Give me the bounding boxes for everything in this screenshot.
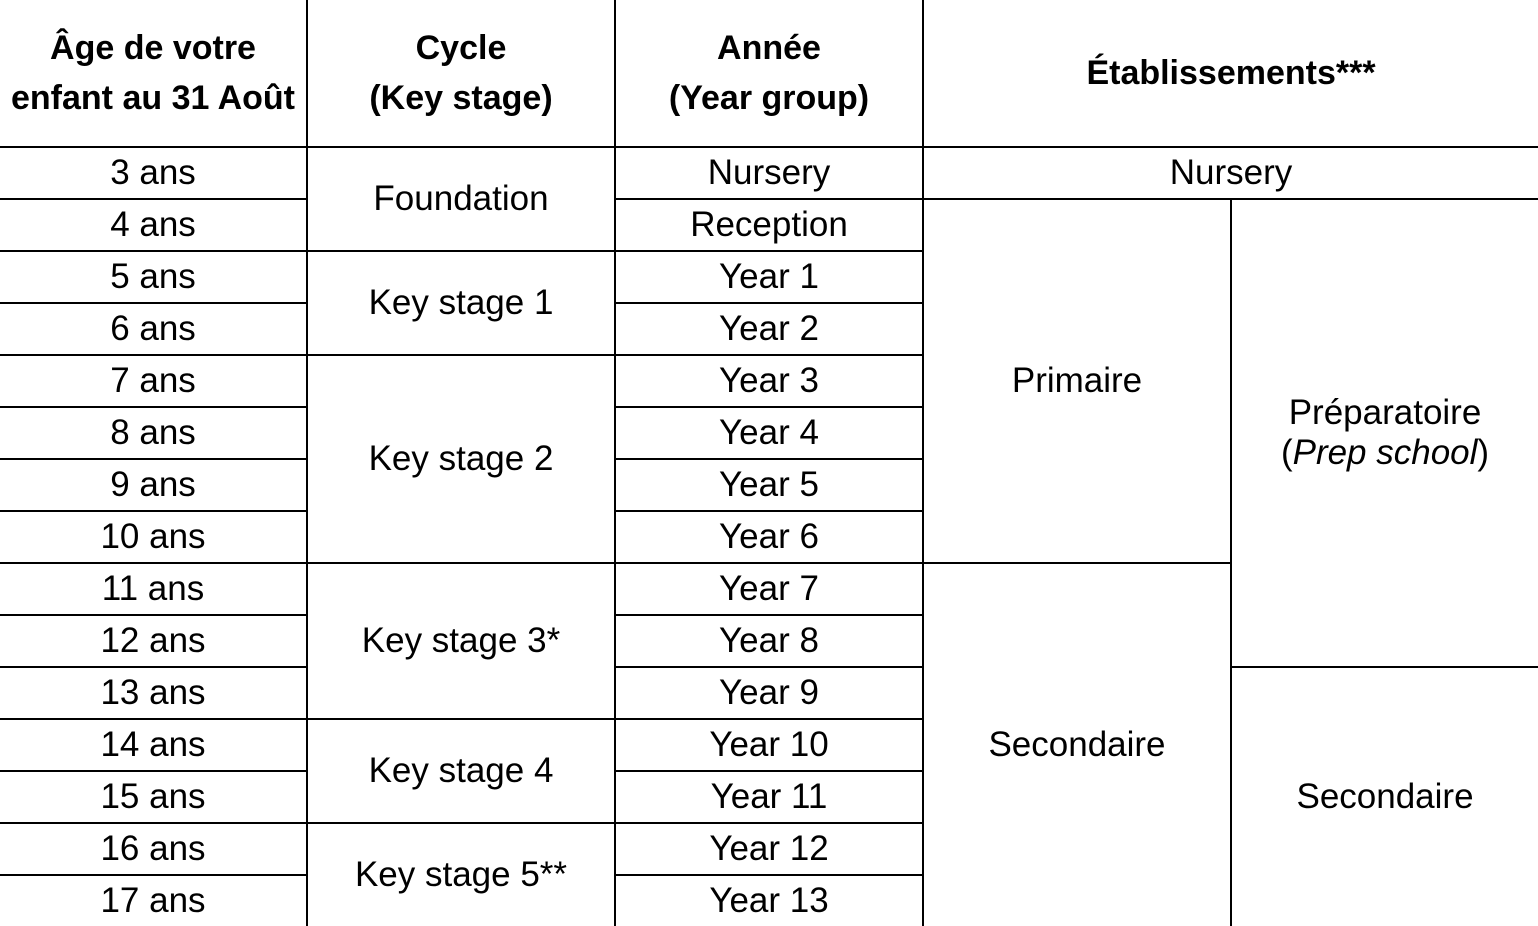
year-cell: Year 10 [615, 719, 923, 771]
year-cell: Year 11 [615, 771, 923, 823]
year-cell: Year 2 [615, 303, 923, 355]
year-cell: Nursery [615, 147, 923, 199]
age-cell: 10 ans [0, 511, 307, 563]
year-cell: Year 3 [615, 355, 923, 407]
etab-cell-secondaire-state: Secondaire [923, 563, 1231, 926]
year-cell: Year 13 [615, 875, 923, 926]
stage-cell-ks1: Key stage 1 [307, 251, 615, 355]
age-cell: 17 ans [0, 875, 307, 926]
prep-close-paren: ) [1477, 433, 1490, 472]
etab-cell-secondaire-private: Secondaire [1231, 667, 1538, 926]
age-cell: 11 ans [0, 563, 307, 615]
age-cell: 6 ans [0, 303, 307, 355]
table-row [0, 667, 1538, 719]
stage-cell-ks2: Key stage 2 [307, 355, 615, 563]
stage-cell-foundation: Foundation [307, 147, 615, 251]
year-cell: Year 1 [615, 251, 923, 303]
header-cycle [307, 0, 615, 147]
year-cell: Year 5 [615, 459, 923, 511]
stage-cell-ks3: Key stage 3* [307, 563, 615, 719]
prep-open-paren: ( [1280, 433, 1293, 472]
year-cell: Year 4 [615, 407, 923, 459]
year-cell: Year 12 [615, 823, 923, 875]
header-annee-line2: (Year group) [668, 79, 870, 117]
age-cell: 5 ans [0, 251, 307, 303]
year-cell: Year 6 [615, 511, 923, 563]
stage-cell-ks5: Key stage 5** [307, 823, 615, 926]
table-row [0, 199, 1538, 251]
header-annee [615, 0, 923, 147]
year-cell: Year 7 [615, 563, 923, 615]
header-cycle-line1: Cycle [415, 29, 507, 67]
stage-cell-ks4: Key stage 4 [307, 719, 615, 823]
header-cycle-line2: (Key stage) [369, 79, 553, 117]
prep-school-label: Prep school [1292, 433, 1478, 472]
age-cell: 4 ans [0, 199, 307, 251]
etab-cell-nursery: Nursery [923, 147, 1538, 199]
header-etablissements: Établissements*** [923, 0, 1538, 147]
table-row [0, 147, 1538, 199]
age-cell: 16 ans [0, 823, 307, 875]
age-cell: 13 ans [0, 667, 307, 719]
year-cell: Year 9 [615, 667, 923, 719]
etab-cell-preparatoire [1231, 199, 1538, 667]
header-annee-line1: Année [717, 29, 821, 67]
age-cell: 15 ans [0, 771, 307, 823]
prep-label: Préparatoire [1288, 393, 1482, 432]
header-age: Âge de votre enfant au 31 Août [0, 0, 307, 147]
age-cell: 7 ans [0, 355, 307, 407]
age-cell: 3 ans [0, 147, 307, 199]
age-cell: 14 ans [0, 719, 307, 771]
age-cell: 9 ans [0, 459, 307, 511]
header-row [0, 0, 1538, 147]
age-cell: 12 ans [0, 615, 307, 667]
etab-cell-primaire: Primaire [923, 199, 1231, 563]
age-cell: 8 ans [0, 407, 307, 459]
year-cell: Reception [615, 199, 923, 251]
year-cell: Year 8 [615, 615, 923, 667]
